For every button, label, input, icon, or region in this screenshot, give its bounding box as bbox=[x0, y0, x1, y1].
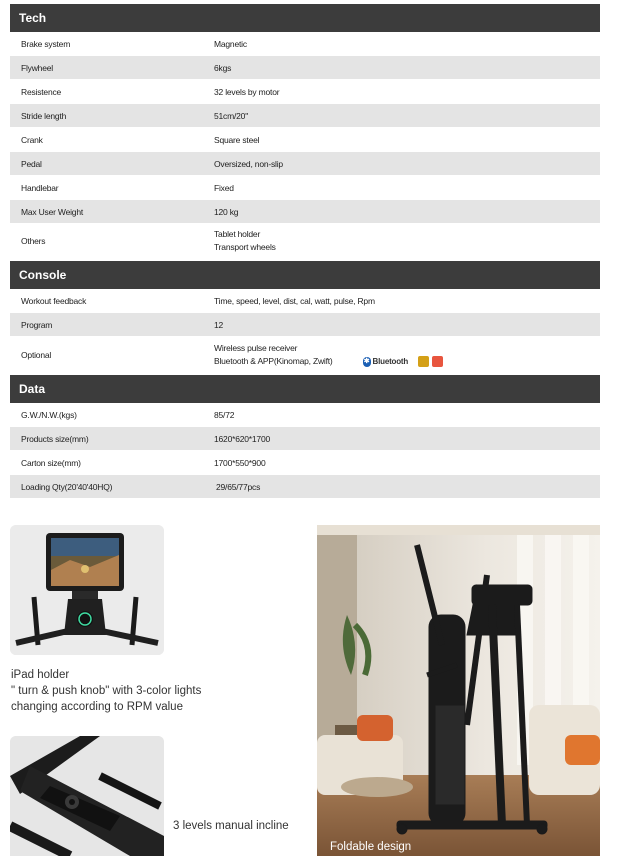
ipad-holder-photo bbox=[10, 525, 164, 655]
spec-label: Max User Weight bbox=[21, 206, 84, 217]
table-row bbox=[10, 80, 600, 103]
elliptical-room-illustration bbox=[317, 525, 600, 856]
spec-label: Pedal bbox=[21, 158, 42, 169]
spec-value-line: Wireless pulse receiver bbox=[214, 343, 298, 353]
table-row bbox=[10, 289, 600, 312]
spec-label: Brake system bbox=[21, 38, 71, 49]
spec-value bbox=[214, 224, 276, 258]
incline-illustration bbox=[10, 736, 164, 856]
tech-section-header bbox=[10, 4, 600, 32]
table-row bbox=[10, 176, 600, 199]
spec-value: Fixed bbox=[214, 182, 234, 193]
spec-label: Loading Qty(20'40'40HQ) bbox=[21, 481, 113, 492]
bluetooth-label: Bluetooth bbox=[372, 357, 409, 366]
spec-label: Stride length bbox=[21, 110, 67, 121]
caption-line: iPad holder bbox=[11, 669, 70, 681]
spec-label: Crank bbox=[21, 134, 43, 145]
tech-title: Tech bbox=[19, 11, 47, 25]
spec-value-line: Tablet holder bbox=[214, 229, 261, 239]
table-row bbox=[10, 224, 600, 258]
table-row bbox=[10, 56, 600, 79]
console-section-header bbox=[10, 261, 600, 289]
table-row bbox=[10, 104, 600, 127]
caption-line: " turn & push knob" with 3-color lights bbox=[11, 685, 202, 697]
spec-label: Products size(mm) bbox=[21, 433, 89, 444]
ipad-holder-caption bbox=[11, 667, 201, 715]
kinomap-app-icon bbox=[418, 356, 429, 367]
spec-label: Carton size(mm) bbox=[21, 457, 81, 468]
zwift-app-icon bbox=[432, 356, 443, 367]
spec-value: 51cm/20" bbox=[214, 110, 249, 121]
table-row bbox=[10, 152, 600, 175]
foldable-design-caption: Foldable design bbox=[330, 841, 412, 853]
console-illustration bbox=[10, 525, 164, 655]
console-title: Console bbox=[19, 268, 67, 282]
table-row bbox=[10, 32, 600, 55]
spec-value: 32 levels by motor bbox=[214, 86, 280, 97]
spec-value-line: Bluetooth & APP(Kinomap, Zwift) bbox=[214, 356, 333, 366]
table-row bbox=[10, 337, 600, 373]
spec-value: 29/65/77pcs bbox=[216, 481, 261, 492]
spec-label: Flywheel bbox=[21, 62, 53, 73]
spec-label: Resistence bbox=[21, 86, 62, 97]
table-row bbox=[10, 427, 600, 450]
spec-value: Time, speed, level, dist, cal, watt, pulse, Rpm bbox=[214, 295, 375, 306]
caption-line: changing according to RPM value bbox=[11, 701, 183, 713]
spec-label: G.W./N.W.(kgs) bbox=[21, 409, 77, 420]
spec-value-line-with-logos bbox=[214, 355, 443, 368]
foldable-design-photo bbox=[317, 525, 600, 856]
spec-label: Program bbox=[21, 319, 53, 330]
table-row bbox=[10, 313, 600, 336]
spec-value: Oversized, non-slip bbox=[214, 158, 283, 169]
spec-label: Handlebar bbox=[21, 182, 59, 193]
spec-value: 85/72 bbox=[214, 409, 235, 420]
table-row bbox=[10, 451, 600, 474]
spec-value bbox=[214, 337, 443, 373]
spec-value: Square steel bbox=[214, 134, 260, 145]
spec-label: Others bbox=[21, 236, 46, 246]
spec-value: 12 bbox=[214, 319, 224, 330]
spec-value: Magnetic bbox=[214, 38, 247, 49]
spec-value: 120 kg bbox=[214, 206, 239, 217]
spec-value: 1620*620*1700 bbox=[214, 433, 271, 444]
data-title: Data bbox=[19, 382, 46, 396]
spec-value: 1700*550*900 bbox=[214, 457, 266, 468]
incline-caption: 3 levels manual incline bbox=[173, 820, 289, 832]
spec-value-line: Transport wheels bbox=[214, 242, 276, 252]
table-row bbox=[10, 128, 600, 151]
table-row bbox=[10, 200, 600, 223]
data-section-header bbox=[10, 375, 600, 403]
spec-label: Workout feedback bbox=[21, 295, 87, 306]
incline-photo bbox=[10, 736, 164, 856]
spec-value: 6kgs bbox=[214, 62, 232, 73]
bluetooth-icon: ✱ bbox=[363, 358, 370, 365]
table-row bbox=[10, 403, 600, 426]
table-row bbox=[10, 475, 600, 498]
bluetooth-logo bbox=[363, 355, 409, 368]
spec-label: Optional bbox=[21, 350, 52, 360]
